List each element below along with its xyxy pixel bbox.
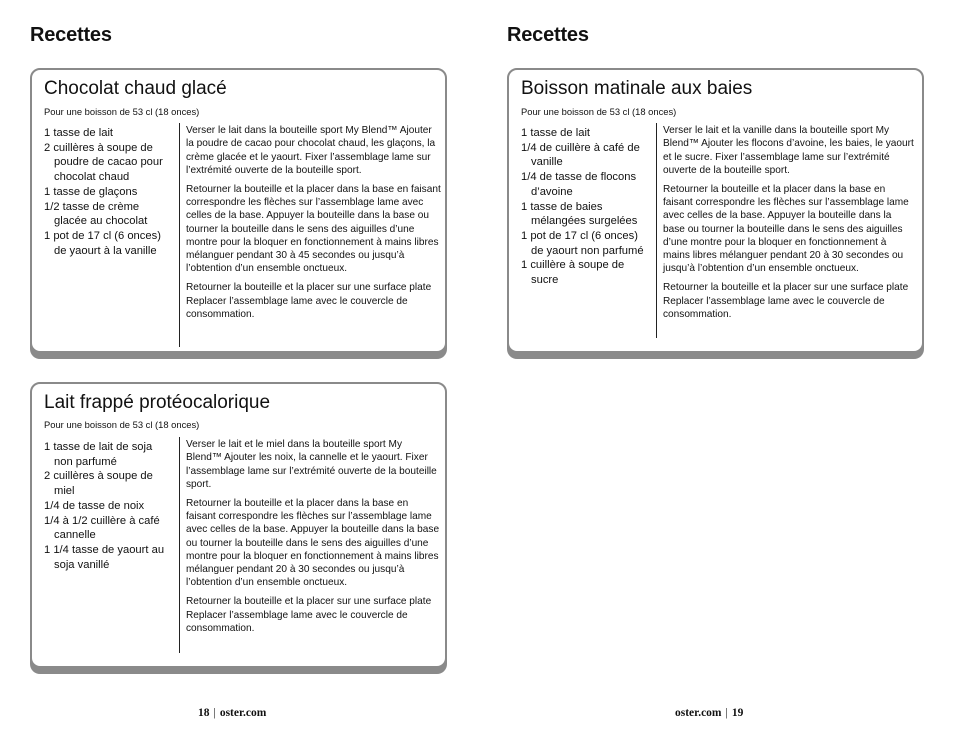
footer-left <box>198 707 266 719</box>
ingredient-list <box>44 126 170 258</box>
card-body <box>30 382 447 668</box>
ingredient-list <box>521 126 653 288</box>
ingredient-item: 1 tasse de baies mélangées surgelées <box>521 200 638 228</box>
footer-site: oster.com <box>219 707 267 719</box>
instruction-step: Retourner la bouteille et la placer dans la base en faisant correspondre les flèches sur l’assemblage lame avec celles de la base. Appuyer la bouteille dans la base ou tourner la bouteille dans le sens des aiguilles d’une montre pour la bloquer en fonctionnement à mains libres mélanguer pendant 30 à 45 secondes ou jusqu’à l’obtention d’un ensemble onctueux. <box>186 183 441 275</box>
ingredient-item: 1 cuillère à soupe de sucre <box>521 259 625 287</box>
instructions <box>186 438 440 641</box>
recipe-title: Boisson matinale aux baies <box>521 78 753 99</box>
ingredient-item: 1 tasse de lait <box>521 127 591 139</box>
column-divider <box>179 437 180 653</box>
instruction-step: Retourner la bouteille et la placer dans la base en faisant correspondre les flèches sur l’assemblage lame avec celles de la base. Appuyer la bouteille dans la base ou tourner la bouteille dans le sens des aiguilles d’une montre pour la bloquer en fonctionnement à mains libres mélanguer pendant 20 à 30 secondes ou jusqu’à l’obtention d’un ensemble onctueux. <box>186 497 440 589</box>
recipe-yield: Pour une boisson de 53 cl (18 onces) <box>44 106 200 117</box>
instructions <box>663 124 915 327</box>
recipe-card-chocolat <box>30 68 447 359</box>
footer-site: oster.com <box>675 707 722 719</box>
page-number: 19 <box>731 707 744 719</box>
card-body <box>30 68 447 353</box>
ingredient-item: 1/4 de tasse de noix <box>44 499 145 512</box>
instruction-step: Verser le lait et le miel dans la bouteille sport My Blend™ Ajouter les noix, la cannelle et le yaourt. Fixer l’assemblage lame sur l’extrémité ouverte de la bouteille sport. <box>186 439 437 490</box>
column-divider <box>656 123 657 338</box>
instruction-step: Retourner la bouteille et la placer sur une surface plate Replacer l’assemblage lame avec le couvercle de consommation. <box>186 282 432 320</box>
column-divider <box>179 123 180 347</box>
footer-separator: | <box>213 707 216 719</box>
ingredient-item: 1/4 à 1/2 cuillère à café cannelle <box>44 514 160 542</box>
instructions <box>186 124 441 327</box>
ingredient-item: 1 tasse de glaçons <box>44 185 138 198</box>
instruction-step: Verser le lait et la vanille dans la bouteille sport My Blend™ Ajouter les flocons d’avoine, les baies, le yaourt et le sucre. Fixer l’assemblage lame sur l’extrémité ouverte de la bouteille sport. <box>663 125 914 176</box>
footer-right <box>675 707 743 719</box>
instruction-step: Retourner la bouteille et la placer sur une surface plate Replacer l’assemblage lame avec le couvercle de consommation. <box>663 282 909 320</box>
ingredient-item: 1/4 de cuillère à café de vanille <box>521 141 640 169</box>
recipe-card-lait-frappe <box>30 382 447 674</box>
card-body <box>507 68 924 353</box>
recipe-yield: Pour une boisson de 53 cl (18 onces) <box>521 106 677 117</box>
instruction-step: Retourner la bouteille et la placer dans la base en faisant correspondre les flèches sur l’assemblage lame avec celles de la base. Appuyer la bouteille dans la base ou tourner la bouteille dans le sens des aiguilles d’une montre pour la bloquer en fonctionnement à mains libres mélanguer pendant 20 à 30 secondes ou jusqu’à l’obtention d’un ensemble onctueux. <box>663 183 909 275</box>
page-title-right: Recettes <box>507 24 589 46</box>
ingredient-item: 1/2 tasse de crème glacée au chocolat <box>44 200 148 228</box>
instruction-step: Retourner la bouteille et la placer sur une surface plate Replacer l’assemblage lame avec le couvercle de consommation. <box>186 596 432 634</box>
ingredient-item: 2 cuillères à soupe de poudre de cacao pour chocolat chaud <box>44 141 163 184</box>
ingredient-item: 1 tasse de lait de soja non parfumé <box>44 441 153 468</box>
page-number: 18 <box>198 707 210 719</box>
recipe-yield: Pour une boisson de 53 cl (18 onces) <box>44 419 200 430</box>
ingredient-item: 1 1/4 tasse de yaourt au soja vanillé <box>44 543 165 571</box>
ingredient-item: 1/4 de tasse de flocons d’avoine <box>521 171 637 198</box>
recipe-card-boisson-baies <box>507 68 924 359</box>
ingredient-item: 2 cuillères à soupe de miel <box>44 470 153 498</box>
ingredient-list <box>44 440 172 572</box>
page-title-left: Recettes <box>30 24 112 46</box>
ingredient-item: 1 tasse de lait <box>44 127 114 139</box>
recipe-title: Chocolat chaud glacé <box>44 78 227 99</box>
recipe-title: Lait frappé protéocalorique <box>44 392 271 413</box>
ingredient-item: 1 pot de 17 cl (6 onces) de yaourt à la vanille <box>44 229 161 257</box>
ingredient-item: 1 pot de 17 cl (6 onces) de yaourt non parfumé <box>521 229 644 257</box>
footer-separator: | <box>725 707 728 719</box>
instruction-step: Verser le lait dans la bouteille sport My Blend™ Ajouter la poudre de cacao pour chocolat chaud, les glaçons, la crème glacée et le yaourt. Fixer l’assemblage lame sur l’extrémité ouverte de la bouteille sport. <box>186 125 436 176</box>
